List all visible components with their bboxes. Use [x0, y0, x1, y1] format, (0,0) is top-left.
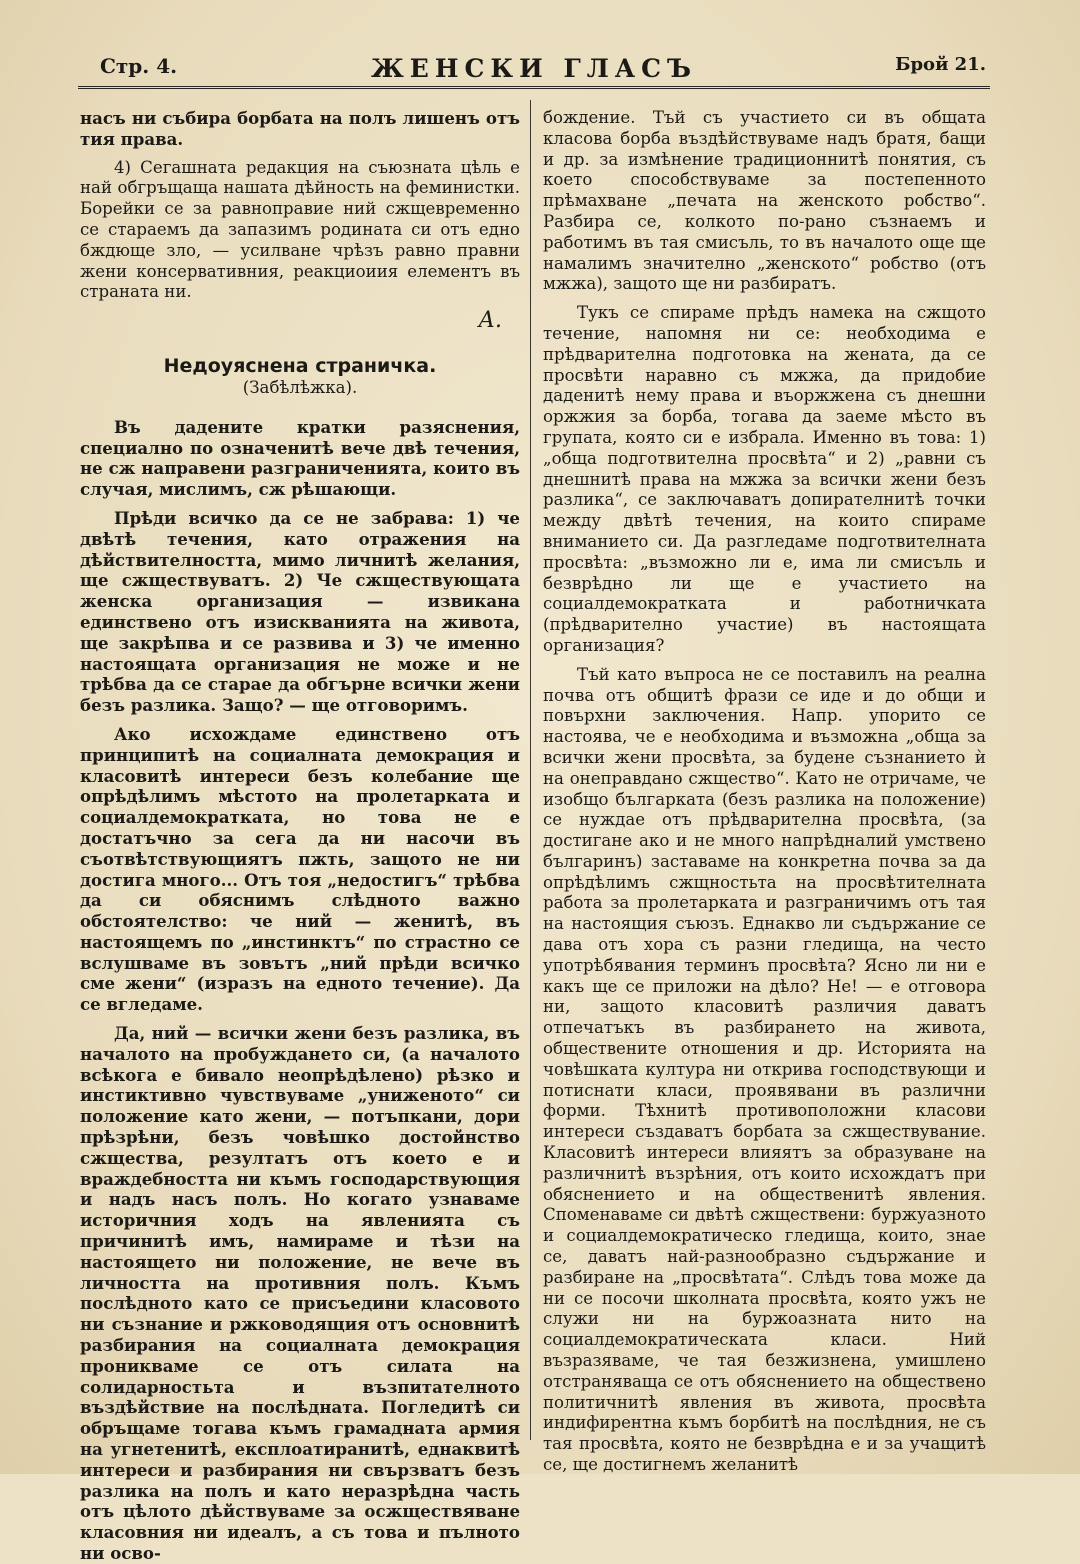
left-paragraph: Прѣди всичко да се не забрава: 1) че двѣтѣ течения, като отражения на дѣйствителността, мимо личнитѣ желания, ще сжществуватъ. 2) Че сжществующата женска организация — извикана единствено отъ изискванията на живота, ще закрѣпва и се развива и 3) че именно настоящата организация не може и не трѣбва да се старае да обгърне всички жени безъ разлика. Защо? — ще отговоримъ.	[80, 507, 520, 716]
right-paragraph: бождение. Тъй съ участието си въ общата класова борба въздѣйствуваме надъ братя, бащи и др. за измѣнение традиционнитѣ понятия, съ което способствуваме за постепенното прѣмахване „печата на женското робство“. Разбира се, колкото по-рано съзнаемъ и работимъ въ тая смисъль, то въ началото още ще намалимъ значително „женското“ робство (отъ мжжа), защото ще ни разбиратъ.	[543, 108, 986, 294]
left-paragraph: Ако исхождаме единствено отъ принципитѣ на социалната демокрация и класовитѣ интереси безъ колебание ще опрѣдѣлимъ мѣстото на пролетарката и социалдемократката, но това не е достатъчно за сега да ни насочи въ съотвѣтствующиятъ пжть, защото не ни достига много... Отъ тоя „недостигъ“ трѣбва да си обяснимъ слѣдното важно обстоятелство: че ний — женитѣ, въ настоящемъ по „инстинктъ“ по страстно се вслушваме въ зовътъ „ний прѣди всичко сме жени“ (изразъ на едното течение). Да се вгледаме.	[80, 723, 520, 1015]
left-column	[80, 108, 520, 1563]
article-subtitle: (Забѣлѣжка).	[242, 377, 358, 397]
article-title: Недоуяснена страничка.	[163, 354, 437, 377]
newspaper-title: ЖЕНСКИ ГЛАСЪ	[371, 54, 697, 83]
left-paragraph: Въ дадените кратки разяснения, специално по означенитѣ вече двѣ течения, не сж направени разграниченията, които въ случая, мислимъ, сж рѣшающи.	[80, 416, 520, 500]
left-paragraph: Да, ний — всички жени безъ разлика, въ началото на пробуждането си, (а началото всѣкога е бивало неопрѣдѣлено) рѣзко и инстиктивно чувствуваме „униженото“ си положение като жени, — потъпкани, дори прѣзрѣни, безъ човѣшко достойнство сжщества, резултатъ отъ което е и враждебността ни къмъ господарствующия и надъ насъ полъ. Но когато узнаваме историчния ходъ на явленията съ причинитѣ имъ, намираме и тѣзи на настоящето ни положение, не вече въ личността на противния полъ. Къмъ послѣдното като се присъедини класовото ни съзнание и ржководящия отъ основнитѣ разбирания на социалната демокрация проникваме се отъ силата на солидарностьта и възпитателното въздѣйствие на послѣдната. Погледитѣ си обръщаме тогава къмъ грамадната армия на угнетенитѣ, експлоатиранитѣ, еднаквитѣ интереси и разбирания ни свързватъ безъ разлика на полъ и като неразрѣдна часть отъ цѣлото дѣйствуваме за осжществяване класовния ни идеалъ, а съ това и пълното ни осво-	[80, 1023, 520, 1563]
right-column	[543, 108, 986, 1474]
right-paragraph: Тукъ се спираме прѣдъ намека на сжщото течение, напомня ни се: необходима е прѣдварителна подготовка на жената, да се просвѣти наравно съ мжжа, да придобие даденитѣ нему права и въоржжена съ днешни оржжия за борба, тогава да заеме мѣсто въ групата, която си е избрала. Именно въ това: 1) „обща подготвителна просвѣта“ и 2) „равни съ днешнитѣ права на мжжа за всички жени безъ разлика“, се заключаватъ допирателнитѣ точки между двѣтѣ течения, на които спираме вниманието си. Да разгледаме подготвителната просвѣта: „възможно ли е, има ли смисъль и безврѣдно ли ще е участието на социалдемократката и работничката (прѣдварително участие) въ настоящата организация?	[543, 303, 986, 655]
column-divider	[530, 100, 531, 1440]
left-paragraph: насъ ни събира борбата на полъ лишенъ отъ тия права.	[80, 108, 520, 149]
page-number: Стр. 4.	[100, 54, 178, 78]
page-header	[78, 50, 990, 89]
left-paragraph: 4) Сегашната редакция на съюзната цѣль е най обгръщаща нашата дѣйность на феминистки. Борейки се за равноправие ний сжщевременно се стараемъ да запазимъ родината си отъ едно бждюще зло, — усилване чрѣзъ равно правни жени консервативния, реакциоиия елементъ въ страната ни.	[80, 157, 520, 302]
right-paragraph: Тъй като въпроса не се поставилъ на реална почва отъ общитѣ фрази се иде и до общи и повърхни заключения. Напр. упорито се настоява, че е необходима и възможна „обща за всички жени просвѣта, за будене съзнанието ѝ на онеправдано сжщество“. Като не отричаме, че изобщо българката (безъ разлика на положение) се нуждае отъ прѣдварителна просвѣта, (за достигане ако и не много напрѣдналий умствено българинъ) заставаме на конкретна почва за да опрѣдѣлимъ сжщностьта на просвѣтителната работа за пролетарката и разграничимъ отъ тая на настоящия съюзъ. Еднакво ли съдържание се дава отъ хора съ разни гледища, на често употрѣбявания терминъ просвѣта? Ясно ли ни е какъ ще се приложи на дѣло? Не! — е отговора ни, защото класовитѣ различия даватъ отпечатъкъ въ разбирането на живота, обществените отношения и др. Историята на човѣшката култура ни открива господствующи и потиснати класи, проявявани въ различни форми. Тѣхнитѣ противоположни класови интереси създаватъ борбата за сжществувание. Класовитѣ интереси влияятъ за образуване на различнитѣ възрѣния, отъ които исхождатъ при обяснението и на общественитѣ явления. Споменаваме си двѣтѣ сжществени: буржуазното и социалдемократическо гледища, които, знае се, даватъ най-разнообразно съдържание и разбиране на „просвѣтата“. Слѣдъ това може да ни се посочи школната просвѣта, която ужъ не служи ни на буржоазната нито на социалдемократическата класи. Ний възразяваме, че тая безжизнена, умишлено отстраняваща се отъ обяснението на обществено политичнитѣ явления въ живота, просвѣта индифирентна къмъ борбитѣ на послѣдния, не съ тая просвѣта, която не безврѣдна е и за учащитѣ се, ще достигнемъ желанитѣ	[543, 664, 986, 1474]
issue-number: Брой 21.	[895, 54, 986, 75]
author-signature: А.	[478, 308, 502, 334]
